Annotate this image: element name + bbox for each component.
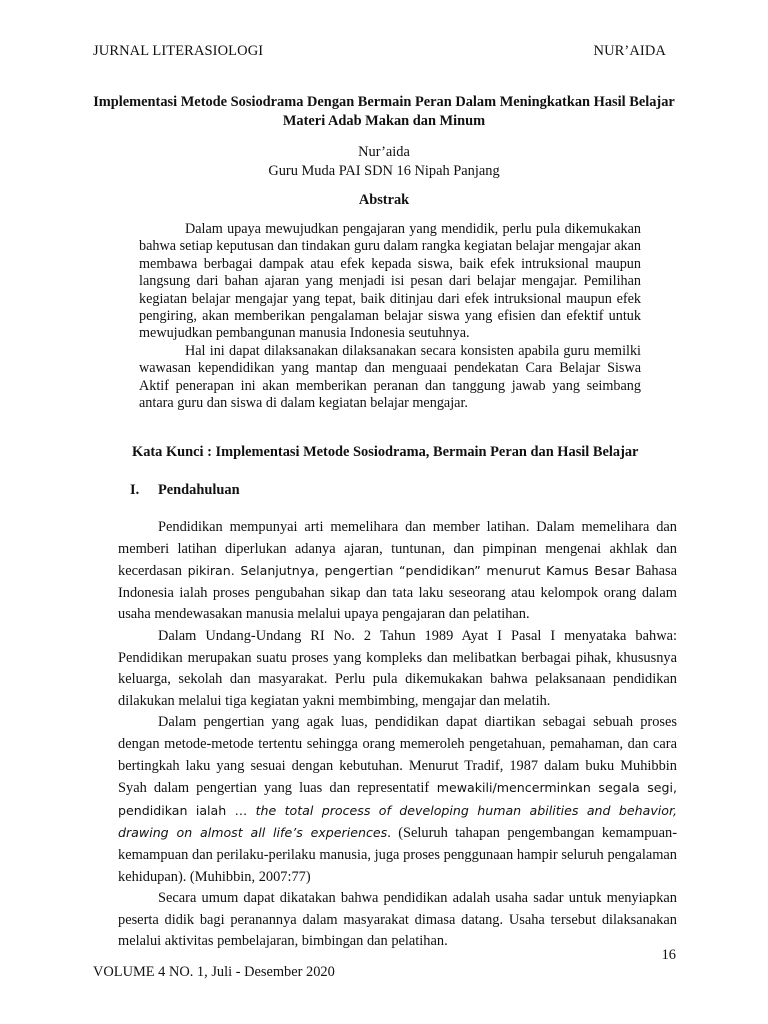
body-text	[118, 517, 677, 953]
author-block	[92, 143, 676, 181]
body-text-segment: Bahasa Indonesia ialah proses pengubahan sikap dan tata laku seseorang atau kelompok orang dalam usaha mendewasakan manusia melalui upaya pengajaran dan pelatihan.	[118, 563, 677, 623]
page-number: 16	[661, 947, 676, 963]
body-text-segment: pikiran. Selanjutnya, pengertian “pendidikan” menurut Kamus Besar	[181, 563, 631, 579]
keywords: Kata Kunci : Implementasi Metode Sosiodrama, Bermain Peran dan Hasil Belajar	[132, 444, 639, 460]
body-paragraph	[118, 712, 677, 888]
volume-footer: VOLUME 4 NO. 1, Juli - Desember 2020	[93, 964, 335, 980]
body-paragraph: Secara umum dapat dikatakan bahwa pendidikan adalah usaha sadar untuk menyiapkan peserta didik bagi peranannya dalam masyarakat dimasa datang. Usaha tersebut dilaksanakan melalui aktivitas pembelajaran, bimbingan dan pelatihan.	[118, 890, 677, 950]
running-head-journal: JURNAL LITERASIOLOGI	[93, 43, 264, 59]
section-number: I.	[130, 482, 140, 498]
abstract-body	[139, 221, 641, 412]
body-text-segment: Dalam pengertian yang agak luas, pendidikan dapat diartikan sebagai sebuah proses dengan metode-metode tertentu sehingga orang memeroleh pengetahuan, pemahaman, dan cara bertingkah laku yang sesuai dengan kebutuhan. Menurut Tradif, 1987 dalam buku Muhibbin Syah dalam pengertian yang luas dan representatif	[118, 714, 677, 797]
author-name: Nur’aida	[358, 144, 410, 160]
body-text-segment: . (Seluruh tahapan pengembangan kemampuan-kemampuan dan perilaku-perilaku manusia, juga proses penggunaan hampir seluruh pengalaman kehidupan). (Muhibbin, 2007:77)	[118, 825, 677, 885]
body-text-segment: mewakili/mencerminkan segala segi, pendidikan ialah …	[118, 780, 677, 818]
running-head-author: NUR’AIDA	[593, 43, 666, 59]
author-affiliation: Guru Muda PAI SDN 16 Nipah Panjang	[268, 163, 500, 179]
section-title: Pendahuluan	[158, 482, 240, 498]
abstract-paragraph: Hal ini dapat dilaksanakan dilaksanakan secara konsisten apabila guru memilki wawasan kependidikan yang mantap dan menguaai pendekatan Cara Belajar Siswa Aktif penerapan ini akan memberikan peranan dan tanggung jawab yang seimbang antara guru dan siswa di dalam kegiatan belajar mengajar.	[139, 342, 641, 412]
abstract-paragraph: Dalam upaya mewujudkan pengajaran yang mendidik, perlu pula dikemukakan bahwa setiap keputusan dan tindakan guru dalam rangka kegiatan belajar mengajar akan membawa berbagai dampak atau efek kepada siswa, baik efek intruksional maupun langsung dari bahan ajaran yang menjadi isi pesan dari belajar mengajar. Pemilihan kegiatan belajar mengajar yang tepat, baik ditinjau dari efek intruksional maupun efek pengiring, akan memberikan pengalaman belajar siswa yang efisien dan efektif untuk mewujudkan pembangunan manusia Indonesia seutuhnya.	[139, 221, 641, 342]
quoted-definition: the total process of developing human abilities and behavior, drawing on almost all life’s experiences	[118, 802, 677, 841]
section-heading	[130, 482, 240, 499]
body-paragraph	[118, 517, 677, 626]
body-paragraph: Dalam Undang-Undang RI No. 2 Tahun 1989 Ayat I Pasal I menyataka bahwa: Pendidikan merupakan suatu proses yang kompleks dan melibatkan berbagai pihak, khususnya keluarga, sekolah dan masyarakat. Perlu pula dikemukakan bahwa pelaksanaan pendidikan dilakukan melalui tiga kegiatan yakni membimbing, mengajar dan melatih.	[118, 627, 677, 709]
abstract-heading: Abstrak	[358, 192, 410, 208]
article-title: Implementasi Metode Sosiodrama Dengan Bermain Peran Dalam Meningkatkan Hasil Belajar Materi Adab Makan dan Minum	[93, 94, 675, 129]
body-text-segment: Pendidikan mempunyai arti memelihara dan member latihan. Dalam memelihara dan memberi latihan diperlukan adanya ajaran, tuntunan, dan pimpinan mengenai akhlak dan kecerdasan	[118, 519, 677, 580]
